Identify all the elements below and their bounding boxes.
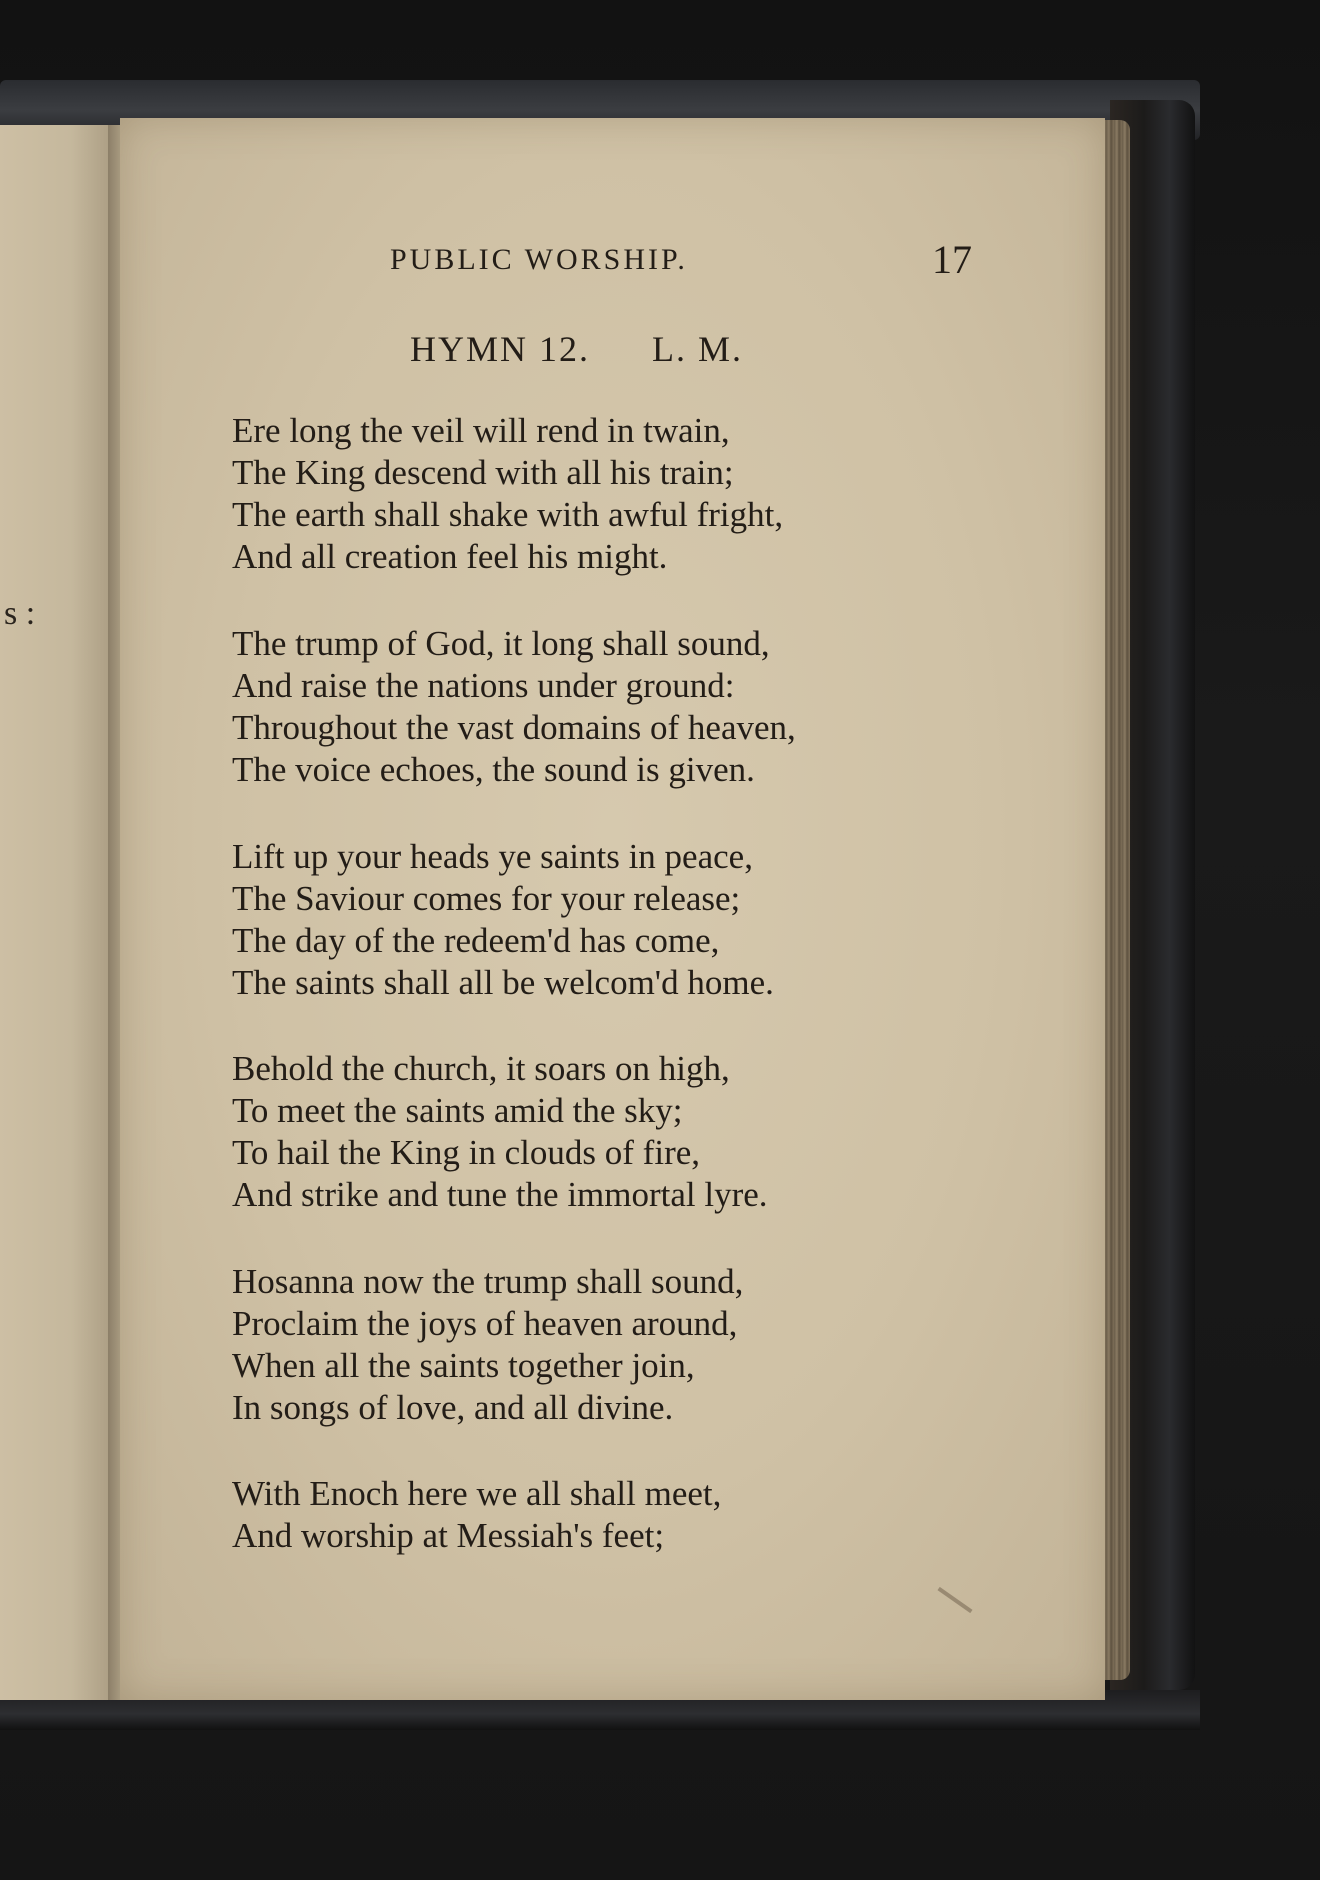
verse-line: The trump of God, it long shall sound, (232, 624, 770, 663)
verse-line: The Saviour comes for your release; (232, 879, 741, 918)
left-page (0, 125, 118, 1700)
verse-line: Ere long the veil will rend in twain, (232, 411, 730, 450)
page-number: 17 (932, 237, 972, 282)
verse-line: The earth shall shake with awful fright, (232, 495, 784, 534)
verse-line: When all the saints together join, (232, 1346, 695, 1385)
verse-4 (232, 1048, 768, 1216)
running-head: PUBLIC WORSHIP. (390, 243, 688, 276)
verse-3 (232, 836, 774, 1004)
verse-5 (232, 1261, 743, 1429)
paper-blemish (937, 1587, 972, 1613)
verse-line: With Enoch here we all shall meet, (232, 1474, 722, 1513)
hymn-meter: L. M. (652, 329, 744, 369)
verse-line: Proclaim the joys of heaven around, (232, 1304, 738, 1343)
verse-1 (232, 410, 783, 578)
verse-line: The saints shall all be welcom'd home. (232, 963, 774, 1002)
verse-line: The voice echoes, the sound is given. (232, 750, 755, 789)
verse-line: The day of the redeem'd has come, (232, 921, 720, 960)
hymn-title (410, 328, 743, 370)
right-page (120, 118, 1105, 1700)
verse-line: Throughout the vast domains of heaven, (232, 708, 796, 747)
hymn-number: HYMN 12. (410, 329, 591, 369)
verse-line: And strike and tune the immortal lyre. (232, 1175, 768, 1214)
verse-line: To meet the saints amid the sky; (232, 1091, 683, 1130)
verse-line: And raise the nations under ground: (232, 666, 735, 705)
verse-line: And all creation feel his might. (232, 537, 668, 576)
verse-line: Behold the church, it soars on high, (232, 1049, 730, 1088)
verse-line: To hail the King in clouds of fire, (232, 1133, 701, 1172)
verse-2 (232, 623, 796, 791)
verse-line: Hosanna now the trump shall sound, (232, 1262, 744, 1301)
left-page-text-fragment: s : (4, 595, 36, 632)
verse-line: The King descend with all his train; (232, 453, 734, 492)
verse-line: In songs of love, and all divine. (232, 1388, 674, 1427)
verse-line: And worship at Messiah's feet; (232, 1516, 665, 1555)
verse-6 (232, 1473, 721, 1557)
verse-line: Lift up your heads ye saints in peace, (232, 837, 753, 876)
